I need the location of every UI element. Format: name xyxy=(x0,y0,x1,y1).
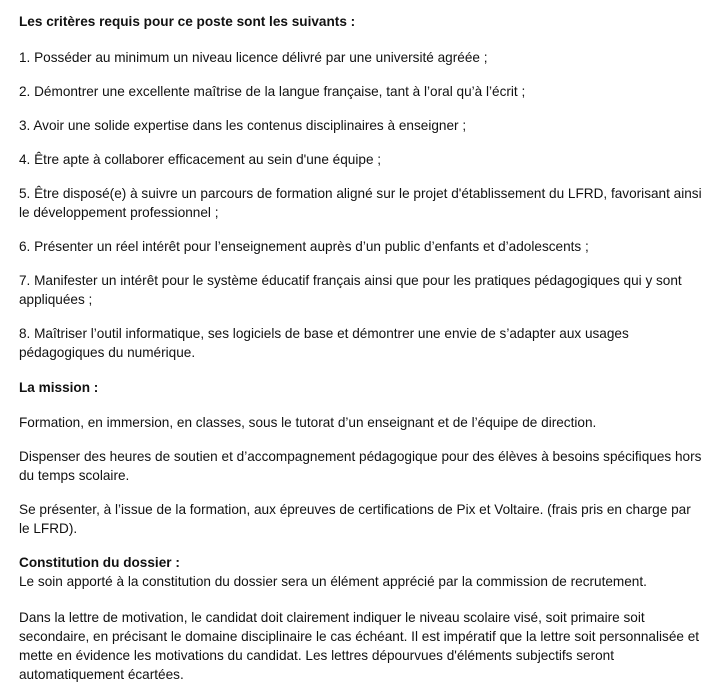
criteria-item-1: 1. Posséder au minimum un niveau licence délivré par une université agréée ; xyxy=(19,50,488,65)
mission-paragraph-1: Formation, en immersion, en classes, sous le tutorat d’un enseignant et de l’équipe de direction. xyxy=(19,415,597,430)
dossier-intro: Le soin apporté à la constitution du dossier sera un élément apprécié par la commission de recrutement. xyxy=(19,574,647,589)
criteria-item-4: 4. Être apte à collaborer efficacement au sein d'une équipe ; xyxy=(19,152,382,167)
criteria-item-2: 2. Démontrer une excellente maîtrise de la langue française, tant à l’oral qu’à l’écrit ; xyxy=(19,84,526,99)
criteria-item-3: 3. Avoir une solide expertise dans les contenus disciplinaires à enseigner ; xyxy=(19,118,467,133)
mission-paragraph-2: Dispenser des heures de soutien et d’accompagnement pédagogique pour des élèves à besoins spécifiques hors du temps scolaire. xyxy=(19,449,702,483)
criteria-item-8: 8. Maîtriser l’outil informatique, ses logiciels de base et démontrer une envie de s’adapter aux usages pédagogiques du numérique. xyxy=(19,326,629,360)
criteria-heading: Les critères requis pour ce poste sont les suivants : xyxy=(19,14,356,29)
mission-paragraph-3: Se présenter, à l’issue de la formation, aux épreuves de certifications de Pix et Voltaire. (frais pris en charge par le LFRD). xyxy=(19,502,691,536)
mission-heading: La mission : xyxy=(19,380,99,395)
dossier-paragraph-1: Dans la lettre de motivation, le candidat doit clairement indiquer le niveau scolaire visé, soit primaire soit secondaire, en précisant le domaine disciplinaire le cas échéant. Il est impératif que la lettre soit personnalisée et mette en évidence les motivations du candidat. Les lettres dépourvues d'éléments subjectifs seront automatiquement écartées. xyxy=(19,610,700,682)
dossier-heading: Constitution du dossier : xyxy=(19,555,180,570)
criteria-item-6: 6. Présenter un réel intérêt pour l’enseignement auprès d’un public d’enfants et d’adolescents ; xyxy=(19,239,589,254)
document xyxy=(19,12,703,684)
criteria-item-5: 5. Être disposé(e) à suivre un parcours de formation aligné sur le projet d'établissement du LFRD, favorisant ainsi le développement professionnel ; xyxy=(19,186,702,220)
criteria-item-7: 7. Manifester un intérêt pour le système éducatif français ainsi que pour les pratiques pédagogiques qui y sont appliquées ; xyxy=(19,273,682,307)
